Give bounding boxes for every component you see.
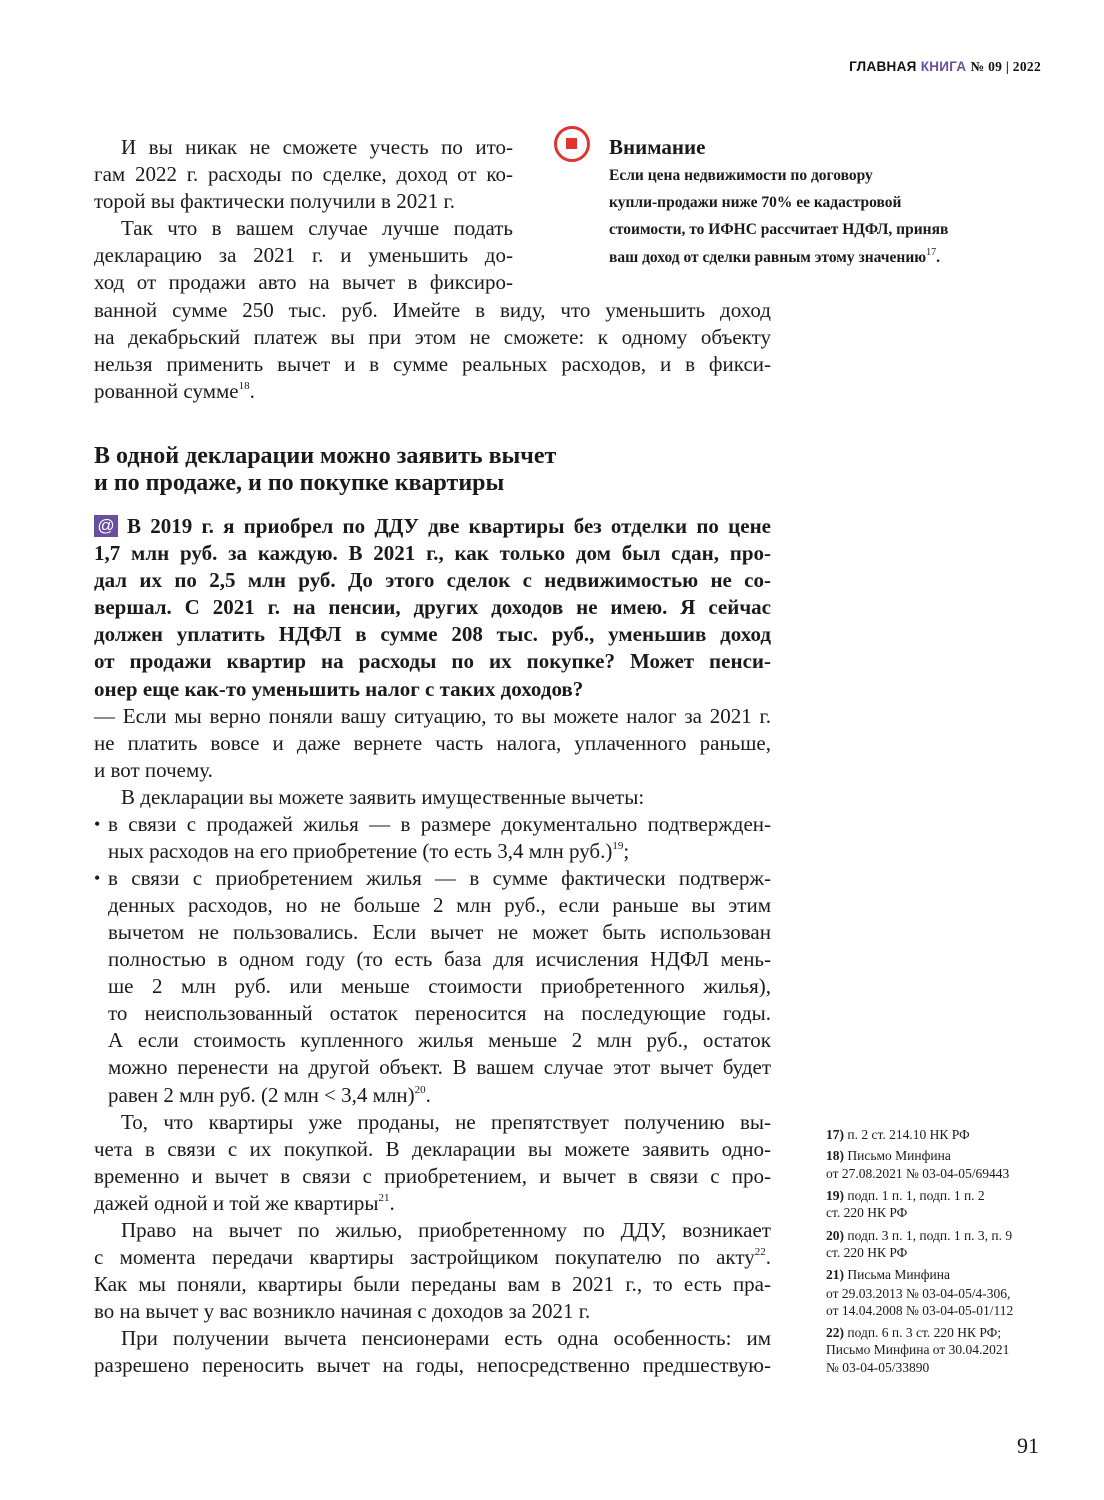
text-line [94, 188, 513, 215]
line-text: с момента передачи квартиры застройщиком покупателю по акту [94, 1245, 755, 1269]
footnote-text: подп. 1 п. 1, подп. 1 п. 2 [847, 1188, 985, 1203]
line-text: разрешено переносить вычет на годы, непосредственно предшествую- [94, 1353, 771, 1377]
line-text: ванной сумме 250 тыс. руб. Имейте в виду, что уменьшить доход [94, 298, 771, 322]
attention-text-line [609, 162, 873, 189]
text-line [94, 1352, 771, 1379]
text-line [94, 1271, 771, 1298]
text-line [121, 134, 513, 161]
footnote-line [826, 1227, 1012, 1245]
text-line [121, 215, 513, 242]
footnote-number: 19) [826, 1188, 844, 1203]
line-text: В одной декларации можно заявить вычет [94, 443, 557, 469]
line-text: дажей одной и той же квартиры [94, 1191, 379, 1215]
footnote-line [826, 1341, 1009, 1359]
text-line [108, 1054, 771, 1081]
line-tail: ; [623, 839, 630, 863]
line-text: В декларации вы можете заявить имущественные вычеты: [121, 785, 645, 809]
footnote-line [826, 1147, 951, 1165]
footnote-text: Письмо Минфина [847, 1148, 951, 1163]
footnote-text: ст. 220 НК РФ [826, 1245, 908, 1260]
attention-text-line [609, 216, 948, 243]
text-line [108, 838, 771, 865]
text-line [121, 1217, 771, 1244]
footnote-number: 20) [826, 1228, 844, 1243]
footnote-text: Письмо Минфина от 30.04.2021 [826, 1342, 1010, 1357]
footnote-line [826, 1302, 1013, 1320]
footnote-text: Письма Минфина [847, 1267, 950, 1282]
brand-main: ГЛАВНАЯ [849, 59, 917, 74]
line-tail: . [389, 1191, 395, 1215]
line-text: временно и вычет в связи с приобретением, и вычет в связи с про- [94, 1164, 771, 1188]
line-text: онер еще как-то уменьшить налог с таких доходов? [94, 677, 584, 701]
line-text: дал их по 2,5 млн руб. До этого сделок с недвижимостью не со- [94, 568, 771, 592]
footnote-number: 18) [826, 1148, 844, 1163]
footnote-number: 21) [826, 1267, 844, 1282]
text-line [94, 269, 513, 296]
line-tail: . [765, 1245, 771, 1269]
bullet-icon: • [94, 868, 101, 888]
line-text: от продажи квартир на расходы по их покупке? Может пенси- [94, 649, 771, 673]
line-text: равен 2 млн руб. (2 млн < 3,4 млн) [108, 1083, 415, 1107]
line-text: и вот почему. [94, 758, 213, 782]
line-tail: . [936, 249, 940, 266]
line-text: При получении вычета пенсионерами есть одна особенность: им [121, 1326, 771, 1350]
footnote-ref: 19 [612, 840, 624, 852]
line-text: — Если мы верно поняли вашу ситуацию, то вы можете налог за 2021 г. [94, 704, 771, 728]
text-line [121, 1325, 771, 1352]
question-line [94, 676, 771, 703]
line-text: торой вы фактически получили в 2021 г. [94, 189, 455, 213]
line-text: В 2019 г. я приобрел по ДДУ две квартиры без отделки по цене [127, 514, 771, 538]
text-line [94, 351, 771, 378]
question-line [94, 540, 771, 567]
footnote-line [826, 1204, 907, 1222]
line-text: Если цена недвижимости по договору [609, 167, 873, 184]
question-line [94, 648, 771, 675]
attention-text-line [609, 244, 940, 271]
text-line [94, 324, 771, 351]
text-line [108, 892, 771, 919]
line-text: во на вычет у вас возникло начиная с доходов за 2021 г. [94, 1299, 591, 1323]
footnote-line [826, 1359, 929, 1377]
footnote-text: от 27.08.2021 № 03-04-05/69443 [826, 1166, 1010, 1181]
footnote-text: подп. 3 п. 1, подп. 1 п. 3, п. 9 [847, 1228, 1013, 1243]
footnote-text: ст. 220 НК РФ [826, 1205, 908, 1220]
issue-number: № 09 | 2022 [970, 59, 1041, 74]
line-text: 1,7 млн руб. за каждую. В 2021 г., как только дом был сдан, про- [94, 541, 771, 565]
line-text: в связи с приобретением жилья — в сумме фактически подтверж- [108, 866, 771, 890]
line-text: А если стоимость купленного жилья меньше 2 млн руб., остаток [108, 1028, 771, 1052]
footnote-ref: 18 [238, 380, 250, 392]
footnote-number: 22) [826, 1325, 844, 1340]
attention-title: Внимание [609, 135, 706, 159]
footnote-text: от 29.03.2013 № 03-04-05/4-306, [826, 1286, 1011, 1301]
text-line [94, 297, 771, 324]
text-line [108, 946, 771, 973]
line-text: и по продаже, и по покупке квартиры [94, 470, 505, 496]
line-text: Как мы поняли, квартиры были переданы вам в 2021 г., то есть пра- [94, 1272, 771, 1296]
line-text: купли-продажи ниже 70% ее кадастровой [609, 194, 902, 211]
text-line [94, 1244, 771, 1271]
question-line [94, 594, 771, 621]
line-text: То, что квартиры уже проданы, не препятствует получению вы- [121, 1110, 771, 1134]
line-text: ных расходов на его приобретение (то есть 3,4 млн руб.) [108, 839, 613, 863]
text-line [108, 811, 771, 838]
text-line [108, 1027, 771, 1054]
question-line [127, 513, 771, 540]
footnote-text: п. 2 ст. 214.10 НК РФ [847, 1127, 970, 1142]
footnote-text: подп. 6 п. 3 ст. 220 НК РФ; [847, 1325, 1002, 1340]
line-text: должен уплатить НДФЛ в сумме 208 тыс. руб., уменьшив доход [94, 622, 771, 646]
running-header [849, 59, 1041, 75]
text-line [94, 1190, 771, 1217]
line-text: вычетом не пользовались. Если вычет не может быть использован [108, 920, 771, 944]
footnote-line [826, 1244, 907, 1262]
footnote-line [826, 1165, 1009, 1183]
text-line [121, 784, 771, 811]
footnote-number: 17) [826, 1127, 844, 1142]
page-number: 91 [1017, 1433, 1039, 1458]
footnote-ref: 22 [754, 1246, 766, 1258]
line-text: можно перенести на другой объект. В вашем случае этот вычет будет [108, 1055, 771, 1079]
attention-text-line [609, 189, 901, 216]
line-tail: . [249, 379, 255, 403]
line-text: рованной сумме [94, 379, 239, 403]
line-text: ваш доход от сделки равным этому значению [609, 249, 927, 266]
footnote-text: № 03-04-05/33890 [826, 1360, 930, 1375]
text-line [108, 1082, 771, 1109]
text-line [94, 730, 771, 757]
text-line [108, 919, 771, 946]
attention-stop-icon [554, 126, 590, 162]
line-text: вершал. С 2021 г. на пенсии, других доходов не имею. Я сейчас [94, 595, 771, 619]
text-line [94, 1298, 771, 1325]
text-line [94, 242, 513, 269]
line-text: денных расходов, но не больше 2 млн руб., если раньше вы этим [108, 893, 771, 917]
footnote-ref: 21 [378, 1192, 390, 1204]
bullet-icon: • [94, 814, 101, 834]
brand-accent: КНИГА [920, 59, 967, 74]
footnote-line [826, 1126, 970, 1144]
text-line [94, 378, 771, 405]
line-text: в связи с продажей жилья — в размере документально подтвержден- [108, 812, 771, 836]
footnote-ref: 17 [926, 247, 937, 258]
text-line [108, 865, 771, 892]
footnote-line [826, 1187, 985, 1205]
line-text: ше 2 млн руб. или меньше стоимости приобретенного жилья), [108, 974, 771, 998]
question-line [94, 567, 771, 594]
section-heading-line [94, 442, 771, 470]
line-text: И вы никак не сможете учесть по ито- [121, 135, 513, 159]
line-text: на декабрьский платеж вы при этом не сможете: к одному объекту [94, 325, 771, 349]
text-line [94, 1136, 771, 1163]
line-text: чета в связи с их покупкой. В декларации вы можете заявить одно- [94, 1137, 771, 1161]
text-line [121, 1109, 771, 1136]
line-text: Право на вычет по жилью, приобретенному по ДДУ, возникает [121, 1218, 771, 1242]
line-text: полностью в одном году (то есть база для исчисления НДФЛ мень- [108, 947, 771, 971]
text-line [108, 1000, 771, 1027]
text-line [94, 161, 513, 188]
text-line [94, 1163, 771, 1190]
text-line [108, 973, 771, 1000]
text-line [94, 703, 771, 730]
line-text: гам 2022 г. расходы по сделке, доход от ко- [94, 162, 513, 186]
line-text: нельзя применить вычет и в сумме реальных расходов, и в фикси- [94, 352, 771, 376]
section-heading-line [94, 469, 771, 497]
line-text: то неиспользованный остаток переносится на последующие годы. [108, 1001, 771, 1025]
text-line [94, 757, 771, 784]
question-at-icon: @ [94, 515, 118, 537]
footnote-line [826, 1324, 1001, 1342]
line-tail: . [425, 1083, 431, 1107]
footnote-line [826, 1285, 1010, 1303]
line-text: декларацию за 2021 г. и уменьшить до- [94, 243, 513, 267]
footnote-text: от 14.04.2008 № 03-04-05-01/112 [826, 1303, 1014, 1318]
line-text: Так что в вашем случае лучше подать [121, 216, 513, 240]
line-text: не платить вовсе и даже вернете часть налога, уплаченного раньше, [94, 731, 771, 755]
line-text: ход от продажи авто на вычет в фиксиро- [94, 270, 513, 294]
line-text: стоимости, то ИФНС рассчитает НДФЛ, приняв [609, 221, 949, 238]
question-line [94, 621, 771, 648]
footnote-ref: 20 [414, 1084, 426, 1096]
footnote-line [826, 1266, 950, 1284]
